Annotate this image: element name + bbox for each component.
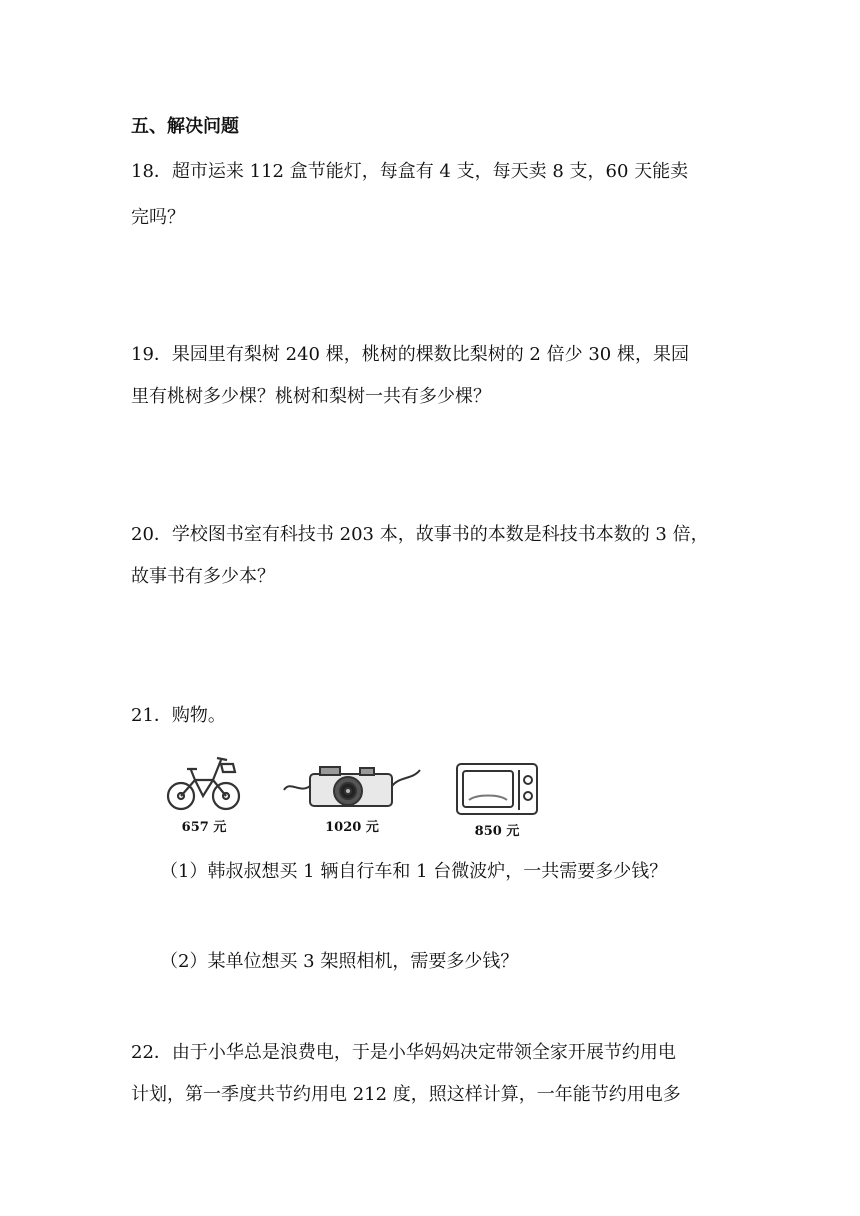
question-20-line-2: 故事书有多少本？ xyxy=(131,566,275,587)
microwave-price: 850 元 xyxy=(474,824,520,839)
bicycle-item xyxy=(163,752,245,835)
section-title: 五、解决问题 xyxy=(131,116,239,137)
question-22-line-1: 22．由于小华总是浪费电，于是小华妈妈决定带领全家开展节约用电 xyxy=(131,1042,676,1063)
question-22-line-2: 计划，第一季度共节约用电 212 度，照这样计算，一年能节约用电多 xyxy=(131,1084,681,1105)
question-21-title: 21．购物。 xyxy=(131,705,226,726)
bicycle-price: 657 元 xyxy=(181,820,227,835)
question-21-sub-2: （2）某单位想买 3 架照相机，需要多少钱？ xyxy=(160,951,519,972)
question-18-line-1: 18．超市运来 112 盒节能灯，每盒有 4 支，每天卖 8 支，60 天能卖 xyxy=(131,161,689,182)
question-21-sub-1: （1）韩叔叔想买 1 辆自行车和 1 台微波炉，一共需要多少钱？ xyxy=(160,861,668,882)
bicycle-icon xyxy=(163,752,245,814)
question-19-line-1: 19．果园里有梨树 240 棵，桃树的棵数比梨树的 2 倍少 30 棵，果园 xyxy=(131,344,689,365)
camera-price: 1020 元 xyxy=(325,820,379,835)
camera-icon xyxy=(282,762,422,814)
question-20-line-1: 20．学校图书室有科技书 203 本，故事书的本数是科技书本数的 3 倍， xyxy=(131,524,709,545)
camera-item xyxy=(282,762,422,835)
microwave-icon xyxy=(455,762,539,818)
microwave-item xyxy=(455,762,539,839)
question-19-line-2: 里有桃树多少棵？桃树和梨树一共有多少棵？ xyxy=(131,386,491,407)
question-18-line-2: 完吗？ xyxy=(131,207,185,228)
